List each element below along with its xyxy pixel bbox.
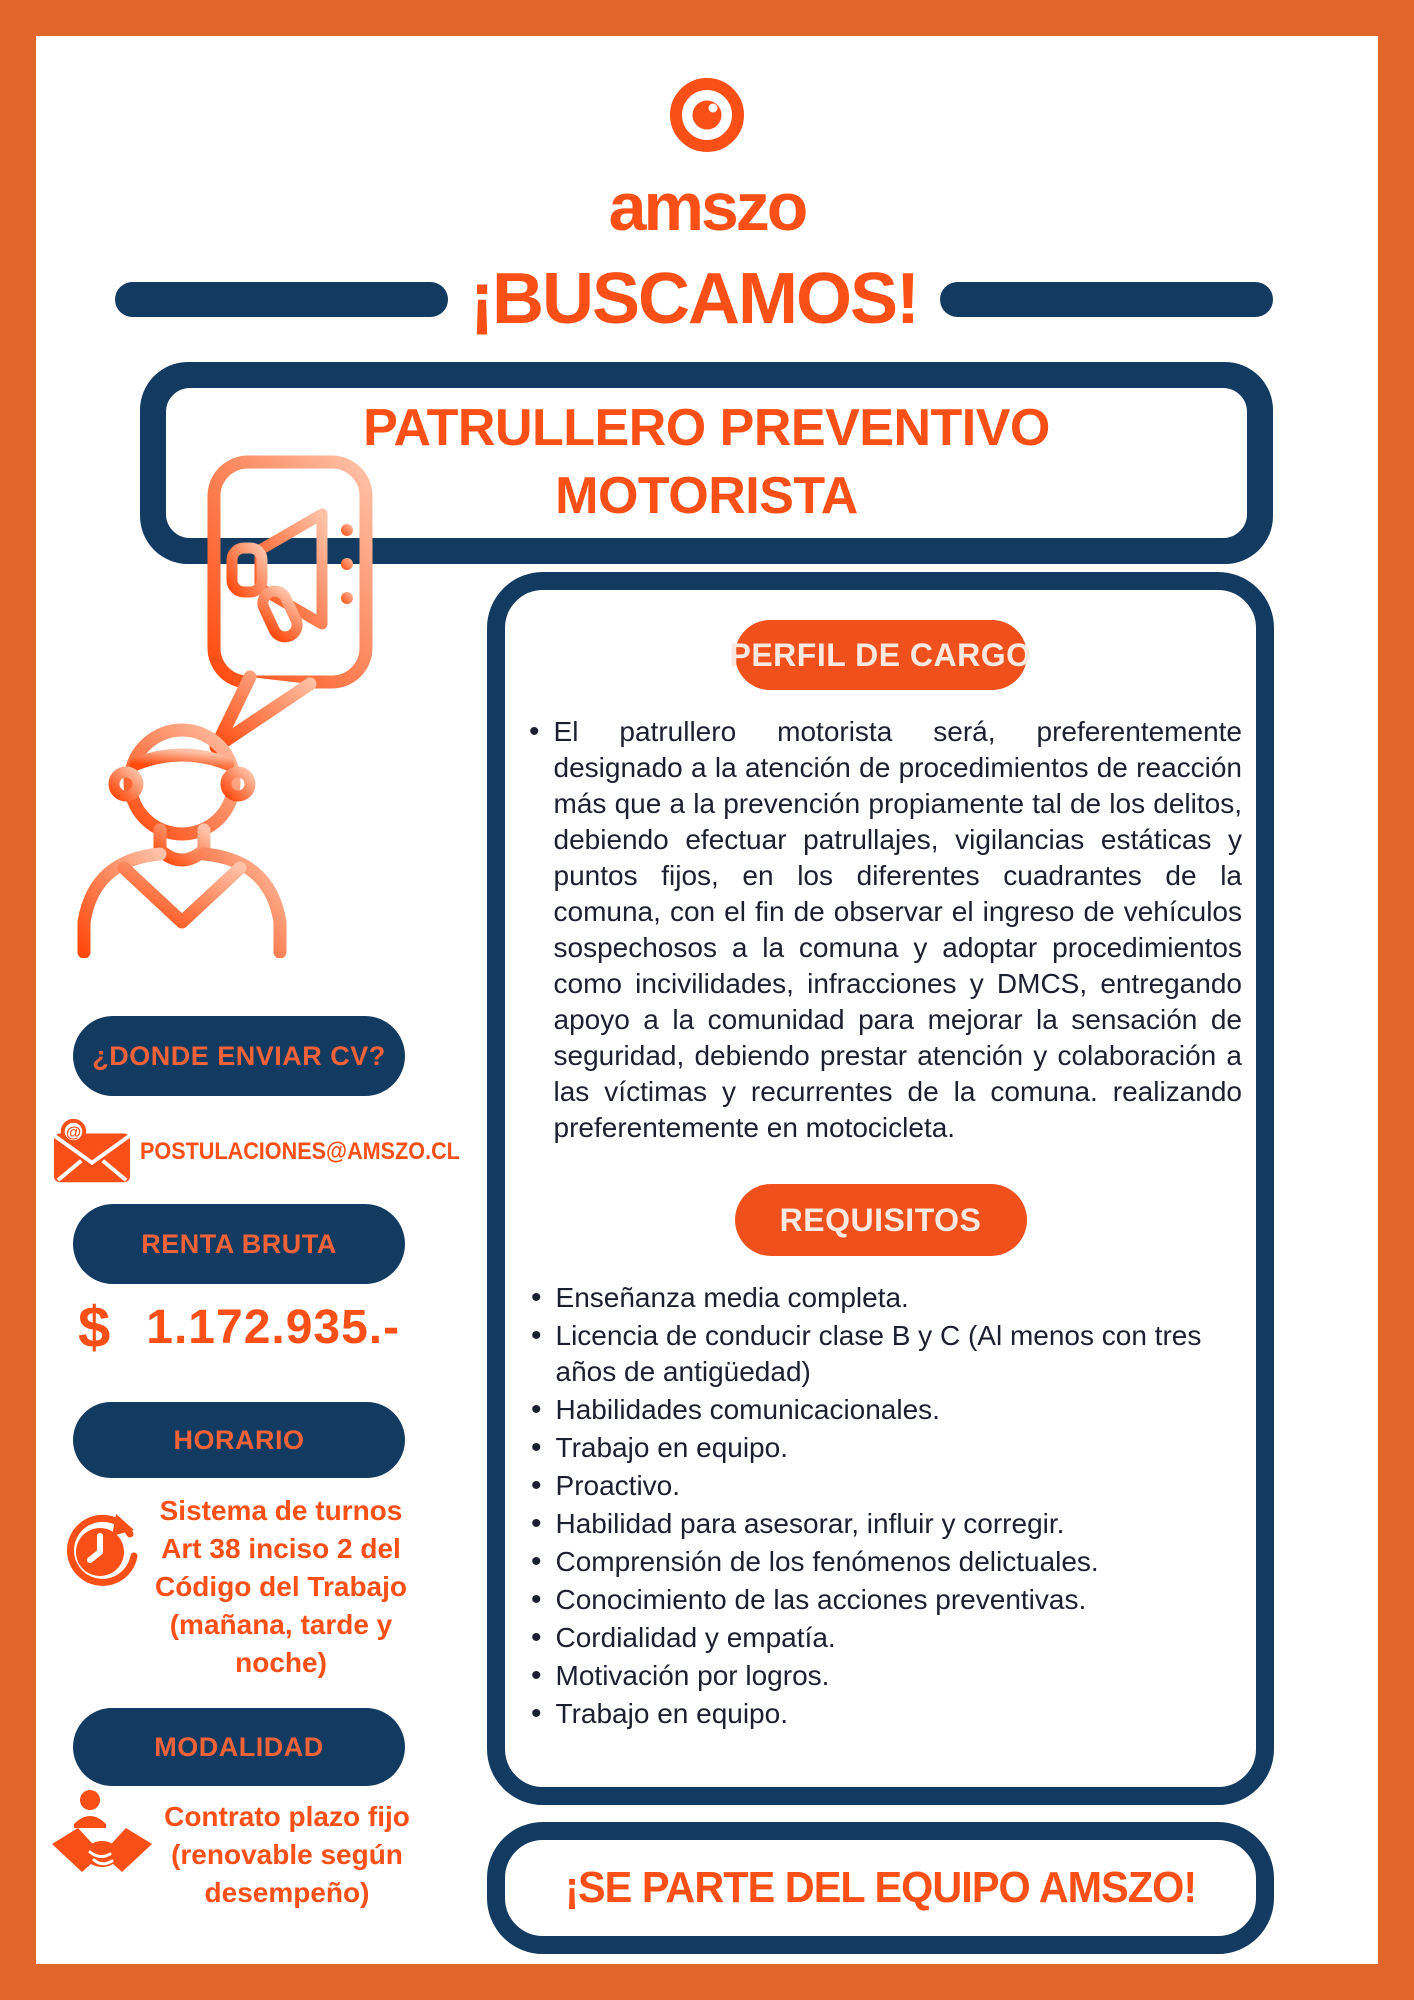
list-item-text: • Motivación por logros. bbox=[555, 1660, 830, 1691]
brand-wordmark: amszo bbox=[608, 169, 806, 245]
requisitos-pill-label: REQUISITOS bbox=[779, 1201, 982, 1238]
salary-currency: $ bbox=[78, 1295, 111, 1360]
job-detail-panel bbox=[487, 572, 1274, 1805]
perfil-pill bbox=[729, 620, 1032, 690]
svg-text:@: @ bbox=[65, 1124, 82, 1142]
bullet-dot: • bbox=[529, 715, 540, 748]
salary-amount: 1.172.935.- bbox=[146, 1301, 401, 1354]
perfil-pill-label: PERFIL DE CARGO bbox=[729, 636, 1032, 673]
list-item-text: • Comprensión de los fenómenos delictuales. bbox=[555, 1546, 1099, 1577]
bullseye-icon bbox=[668, 76, 746, 154]
envelope-at-icon bbox=[52, 1119, 132, 1185]
cv-pill-label: ¿DONDE ENVIAR CV? bbox=[92, 1040, 386, 1071]
job-title-line2: MOTORISTA bbox=[555, 467, 858, 525]
cv-pill bbox=[73, 1016, 405, 1096]
list-item-text: • Conocimiento de las acciones preventivas. bbox=[555, 1584, 1087, 1615]
handshake-icon bbox=[50, 1788, 154, 1884]
hiring-banner bbox=[115, 259, 1273, 339]
list-item bbox=[531, 1506, 1216, 1542]
requisitos-pill bbox=[735, 1184, 1027, 1256]
hiring-banner-text: ¡BUSCAMOS! bbox=[470, 259, 918, 339]
list-item bbox=[531, 1392, 1216, 1428]
join-team-banner bbox=[487, 1822, 1274, 1954]
horario-text: Sistema de turnos Art 38 inciso 2 del Código del Trabajo (mañana, tarde y noche) bbox=[154, 1495, 407, 1678]
list-item-text: • Cordialidad y empatía. bbox=[555, 1622, 836, 1653]
list-item-text: • Trabajo en equipo. bbox=[555, 1432, 788, 1463]
perfil-paragraph bbox=[529, 714, 1242, 1146]
list-item bbox=[531, 1430, 1216, 1466]
job-title-line1: PATRULLERO PREVENTIVO bbox=[363, 399, 1050, 458]
list-item bbox=[531, 1544, 1216, 1580]
list-item-text: • Proactivo. bbox=[555, 1470, 681, 1501]
list-item bbox=[531, 1620, 1216, 1656]
application-email[interactable]: POSTULACIONES@AMSZO.CL bbox=[140, 1138, 460, 1165]
join-team-text: ¡SE PARTE DEL EQUIPO AMSZO! bbox=[564, 1863, 1197, 1912]
horario-pill-label: HORARIO bbox=[173, 1424, 305, 1455]
perfil-paragraph-text: El patrullero motorista será, preferentemente designado a la atención de procedimientos de reacción más que a la prevención propiamente tal de los delitos, debiendo efectuar patrullajes, vigilancias estáticas y puntos fijos, en los diferentes cuadrantes de la comuna, con el fin de observar el ingreso de vehículos sospechosos a la comuna y adoptar procedimientos como incivilidades, infracciones y DMCS, entregando apoyo a la comunidad para mejorar la sensación de seguridad, debiendo prestar atención y colaboración a las víctimas y recurrentes de la comuna. realizando preferentemente en motocicleta. bbox=[553, 716, 1242, 1143]
list-item-text: • Habilidad para asesorar, influir y corregir. bbox=[555, 1508, 1065, 1539]
list-item bbox=[531, 1696, 1216, 1732]
requisitos-list bbox=[531, 1280, 1216, 1732]
megaphone-announcer-illustration bbox=[64, 452, 380, 958]
banner-bar-left bbox=[115, 282, 448, 317]
list-item-text: • Licencia de conducir clase B y C (Al menos con tres años de antigüedad) bbox=[555, 1320, 1202, 1387]
list-item-text: • Habilidades comunicacionales. bbox=[555, 1394, 940, 1425]
clock-icon bbox=[58, 1506, 142, 1590]
list-item bbox=[531, 1582, 1216, 1618]
banner-bar-right bbox=[940, 282, 1273, 317]
list-item bbox=[531, 1318, 1216, 1390]
salary-row bbox=[78, 1294, 408, 1361]
list-item bbox=[531, 1280, 1216, 1316]
list-item-text: • Trabajo en equipo. bbox=[555, 1698, 788, 1729]
list-item bbox=[531, 1658, 1216, 1694]
modalidad-pill-label: MODALIDAD bbox=[154, 1731, 324, 1762]
modalidad-text: Contrato plazo fijo (renovable según desempeño) bbox=[164, 1801, 410, 1908]
modalidad-pill bbox=[73, 1708, 405, 1786]
list-item bbox=[531, 1468, 1216, 1504]
email-row bbox=[52, 1116, 460, 1188]
list-item-text: • Enseñanza media completa. bbox=[555, 1282, 909, 1313]
horario-pill bbox=[73, 1402, 405, 1478]
renta-pill-label: RENTA BRUTA bbox=[141, 1228, 337, 1259]
renta-pill bbox=[73, 1204, 405, 1284]
